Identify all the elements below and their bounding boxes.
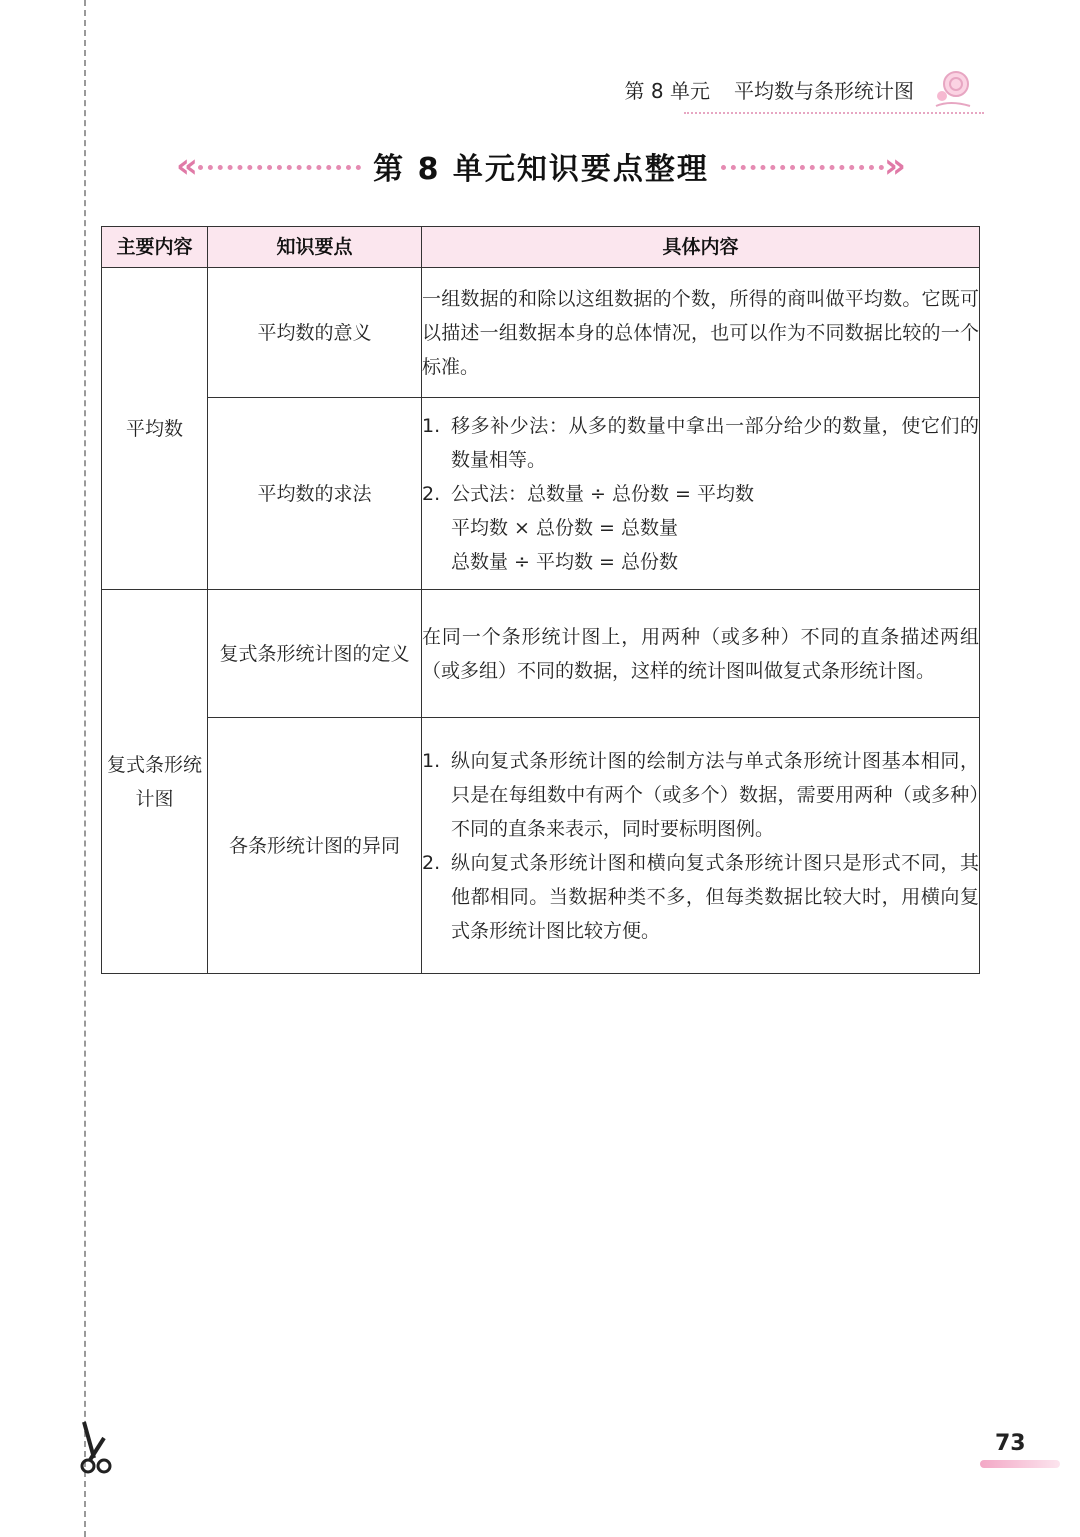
unit-title: 平均数与条形统计图: [734, 78, 914, 103]
double-chevron-right-icon: »: [884, 146, 907, 186]
category-average: 平均数: [102, 268, 208, 590]
item-number: 2.: [422, 482, 441, 505]
table-header-row: [102, 227, 980, 268]
point-average-method: 平均数的求法: [208, 398, 422, 590]
item-text: 纵向复式条形统计图和横向复式条形统计图只是形式不同，其他都相同。当数据种类不多，但每类数据比较大时，用横向复式条形统计图比较方便。: [451, 851, 979, 942]
title-dots-right: [721, 165, 884, 170]
list-item: [422, 477, 979, 511]
header-detail: 具体内容: [422, 227, 980, 268]
section-title: [176, 140, 906, 192]
item-text: 纵向复式条形统计图的绘制方法与单式条形统计图基本相同，只是在每组数中有两个（或多个）数据，需要用两种（或多种）不同的直条来表示，同时要标明图例。: [451, 749, 979, 840]
formula-line: 平均数 × 总份数 = 总数量: [451, 516, 678, 539]
flower-icon: [930, 66, 976, 112]
item-text: 移多补少法：从多的数量中拿出一部分给少的数量，使它们的数量相等。: [451, 414, 979, 471]
point-average-meaning: 平均数的意义: [208, 268, 422, 398]
page-number: 73: [995, 1431, 1026, 1456]
table-row: [102, 398, 980, 590]
point-compound-definition: 复式条形统计图的定义: [208, 590, 422, 718]
item-number: 1.: [422, 414, 441, 437]
point-chart-differences: 各条形统计图的异同: [208, 718, 422, 974]
formula-line: 总数量 ÷ 平均数 = 总份数: [451, 550, 678, 573]
item-number: 1.: [422, 749, 441, 772]
page-number-bar: [980, 1460, 1060, 1468]
table-row: [102, 590, 980, 718]
header-knowledge-point: 知识要点: [208, 227, 422, 268]
detail-average-method: [422, 398, 980, 590]
cut-line: [84, 0, 86, 1537]
detail-chart-differences: [422, 718, 980, 974]
scissors-icon: [70, 1420, 120, 1482]
unit-header: [625, 72, 914, 106]
page-title: 第 8 单元知识要点整理: [373, 152, 709, 187]
knowledge-table: [101, 226, 980, 974]
list-item: [422, 744, 979, 846]
detail-average-meaning: 一组数据的和除以这组数据的个数，所得的商叫做平均数。它既可以描述一组数据本身的总体情况，也可以作为不同数据比较的一个标准。: [422, 268, 980, 398]
table-row: [102, 268, 980, 398]
list-item: [422, 846, 979, 948]
item-number: 2.: [422, 851, 441, 874]
title-dots-left: [198, 165, 361, 170]
item-text: 公式法：总数量 ÷ 总份数 = 平均数: [451, 482, 754, 505]
table-row: [102, 718, 980, 974]
double-chevron-left-icon: «: [176, 146, 198, 186]
unit-label: 第 8 单元: [624, 78, 710, 103]
header-main-content: 主要内容: [102, 227, 208, 268]
detail-compound-definition: 在同一个条形统计图上，用两种（或多种）不同的直条描述两组（或多组）不同的数据，这样的统计图叫做复式条形统计图。: [422, 590, 980, 718]
category-compound-bar-chart: 复式条形统计图: [102, 590, 208, 974]
list-item: [422, 409, 979, 477]
